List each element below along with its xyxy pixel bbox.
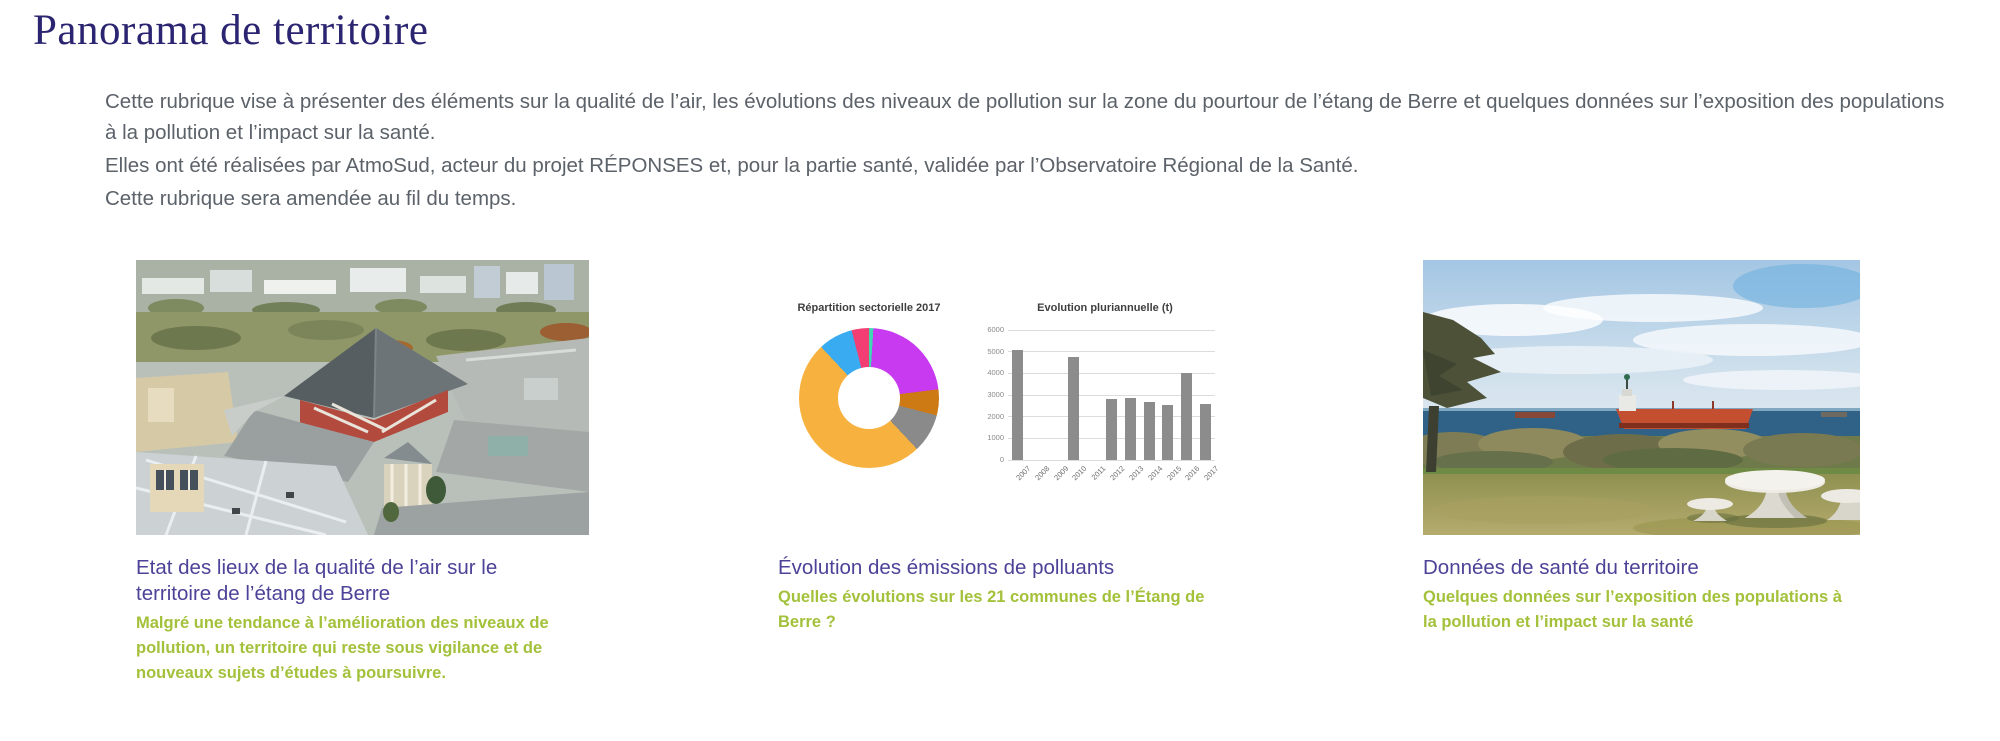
bar-chart-title: Evolution pluriannuelle (t) — [1037, 302, 1173, 314]
page-title: Panorama de territoire — [33, 7, 429, 54]
y-axis-tick: 2000 — [987, 411, 1004, 421]
y-axis-tick: 0 — [999, 455, 1004, 464]
y-axis-tick: 4000 — [987, 368, 1004, 378]
x-axis-label: 2013 — [1127, 464, 1146, 483]
y-axis-tick: 3000 — [987, 390, 1004, 399]
bar-2010 — [1068, 357, 1079, 460]
x-axis-label: 2009 — [1051, 464, 1070, 483]
x-axis-label: 2017 — [1202, 464, 1221, 483]
donut-ring — [799, 328, 939, 468]
intro-paragraph-3: Cette rubrique sera amendée au fil du temps. — [105, 187, 517, 210]
bar-plot-area — [987, 325, 1221, 483]
card-air-quality-title: Etat des lieux de la qualité de l’air sur le territoire de l’étang de Berre — [136, 556, 498, 605]
emissions-charts — [778, 260, 1228, 535]
x-axis-label: 2012 — [1108, 464, 1127, 483]
bar-2012 — [1106, 399, 1117, 460]
bar-2014 — [1144, 402, 1155, 461]
card-emissions[interactable] — [778, 260, 1228, 635]
seaside-photo — [1423, 260, 1860, 535]
card-health-subtitle: Quelques données sur l’exposition des populations à la pollution et l’impact sur la santé — [1423, 588, 1842, 631]
intro-text — [105, 86, 1950, 216]
gridline — [1008, 330, 1215, 331]
card-health[interactable] — [1423, 260, 1860, 635]
card-health-title: Données de santé du territoire — [1423, 556, 1699, 579]
bar-chart — [982, 302, 1228, 483]
bar-2017 — [1200, 404, 1211, 460]
x-axis-label: 2015 — [1164, 464, 1183, 483]
y-axis-tick: 5000 — [987, 346, 1004, 356]
x-axis-label: 2014 — [1145, 464, 1165, 483]
bar-2013 — [1125, 398, 1136, 460]
intro-paragraph-1: Cette rubrique vise à présenter des éléments sur la qualité de l’air, les évolutions des niveaux de pollution sur la zone du pourtour de l’étang de Berre et quelques données sur l’exposition des populations à la pollution et l’impact sur la santé. — [105, 90, 1945, 144]
donut-chart — [778, 302, 960, 468]
x-axis-label: 2011 — [1089, 464, 1108, 482]
bar-2016 — [1181, 373, 1192, 460]
x-axis-label: 2008 — [1033, 464, 1052, 483]
donut-chart-title: Répartition sectorielle 2017 — [797, 302, 941, 314]
card-air-quality-subtitle: Malgré une tendance à l’amélioration des niveaux de pollution, un territoire qui reste sous vigilance et de nouveaux sujets d’études à poursuivre. — [136, 614, 549, 682]
x-axis-label: 2007 — [1014, 464, 1033, 483]
y-axis-tick: 1000 — [987, 433, 1004, 443]
aerial-photo-illustration — [136, 260, 589, 535]
bar-2015 — [1162, 405, 1173, 460]
x-axis-label: 2016 — [1183, 464, 1202, 483]
y-axis-tick: 6000 — [987, 325, 1004, 334]
gridline — [1008, 351, 1215, 352]
card-emissions-title: Évolution des émissions de polluants — [778, 556, 1115, 579]
x-axis-label: 2010 — [1070, 464, 1089, 483]
aerial-photo — [136, 260, 589, 535]
intro-paragraph-2: Elles ont été réalisées par AtmoSud, acteur du projet RÉPONSES et, pour la partie santé, validée par l’Observatoire Régional de la Santé. — [105, 154, 1359, 177]
card-emissions-subtitle: Quelles évolutions sur les 21 communes de l’Étang de Berre ? — [778, 588, 1205, 631]
card-air-quality[interactable] — [136, 260, 589, 686]
seaside-photo-illustration — [1423, 260, 1860, 535]
bar-2007 — [1012, 350, 1023, 461]
